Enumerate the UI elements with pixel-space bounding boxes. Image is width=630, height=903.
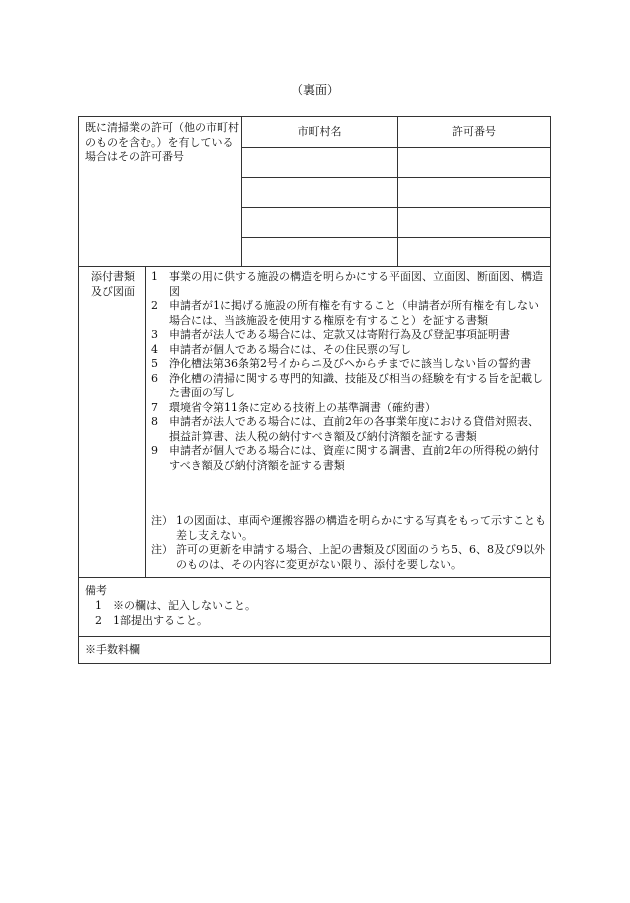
remarks-label: 備考 — [85, 584, 107, 597]
municipality-field[interactable] — [242, 148, 397, 177]
list-item: 3 申請者が法人である場合には、定款又は寄附行為及び登記事項証明書 — [151, 328, 510, 341]
note: 注） 許可の更新を申請する場合、上記の書類及び図面のうち5、6、8及び9以外のものは、その内容に変更がない限り、添付を要しない。 — [151, 543, 545, 571]
attachments-label: 添付書類及び図面 — [91, 270, 135, 298]
attachments-divider — [145, 266, 146, 577]
section-divider — [79, 266, 550, 267]
municipality-field[interactable] — [242, 238, 397, 266]
page-title: （裏面） — [290, 83, 339, 97]
fee-label: ※手数料欄 — [85, 643, 140, 656]
municipality-field[interactable] — [242, 208, 397, 237]
form-frame — [78, 116, 551, 664]
list-item: 2 1部提出すること。 — [95, 613, 208, 627]
list-item: 1 事業の用に供する施設の構造を明らかにする平面図、立面図、断面図、構造図 — [151, 270, 543, 298]
list-item: 1 ※の欄は、記入しないこと。 — [95, 599, 256, 612]
list-item: 6 浄化槽の清掃に関する専門的知識、技能及び相当の経験を有する旨を記載した書面の写し — [151, 371, 543, 399]
note: 注） 1の図面は、車両や運搬容器の構造を明らかにする写真をもって示すことも差し支えない。 — [151, 514, 546, 542]
list-item: 4 申請者が個人である場合には、その住民票の写し — [151, 342, 411, 356]
permit-no-field[interactable] — [398, 238, 550, 266]
municipality-field[interactable] — [242, 178, 397, 207]
list-item: 5 浄化槽法第36条第2号イからニ及びヘからチまでに該当しない旨の誓約書 — [151, 357, 531, 370]
attachments-list — [151, 270, 548, 473]
permit-label: 既に清掃業の許可（他の市町村のものを含む。）を有している場合はその許可番号 — [85, 121, 239, 163]
permit-no-field[interactable] — [398, 208, 550, 237]
list-item: 8 申請者が法人である場合には、直前2年の各事業年度における貸借対照表、損益計算書、法人税の納付すべき額及び納付済額を証する書類 — [151, 415, 539, 443]
list-item: 9 申請者が個人である場合には、資産に関する調書、直前2年の所得税の納付すべき額及び納付済額を証する書類 — [151, 444, 539, 472]
remarks-list — [95, 599, 535, 628]
attachments-notes — [151, 514, 548, 572]
permit-no-field[interactable] — [398, 148, 550, 177]
col-header-municipality: 市町村名 — [297, 125, 342, 138]
col-header-permit-no: 許可番号 — [452, 125, 496, 138]
list-item: 7 環境省令第11条に定める技術上の基準調書（確約書） — [151, 400, 436, 414]
permit-no-field[interactable] — [398, 178, 550, 207]
section-divider — [79, 636, 550, 637]
section-divider — [79, 577, 550, 578]
list-item: 2 申請者が1に掲げる施設の所有権を有すること（申請者が所有権を有しない場合には、当該施設を使用する権原を有すること）を証する書類 — [151, 299, 539, 327]
